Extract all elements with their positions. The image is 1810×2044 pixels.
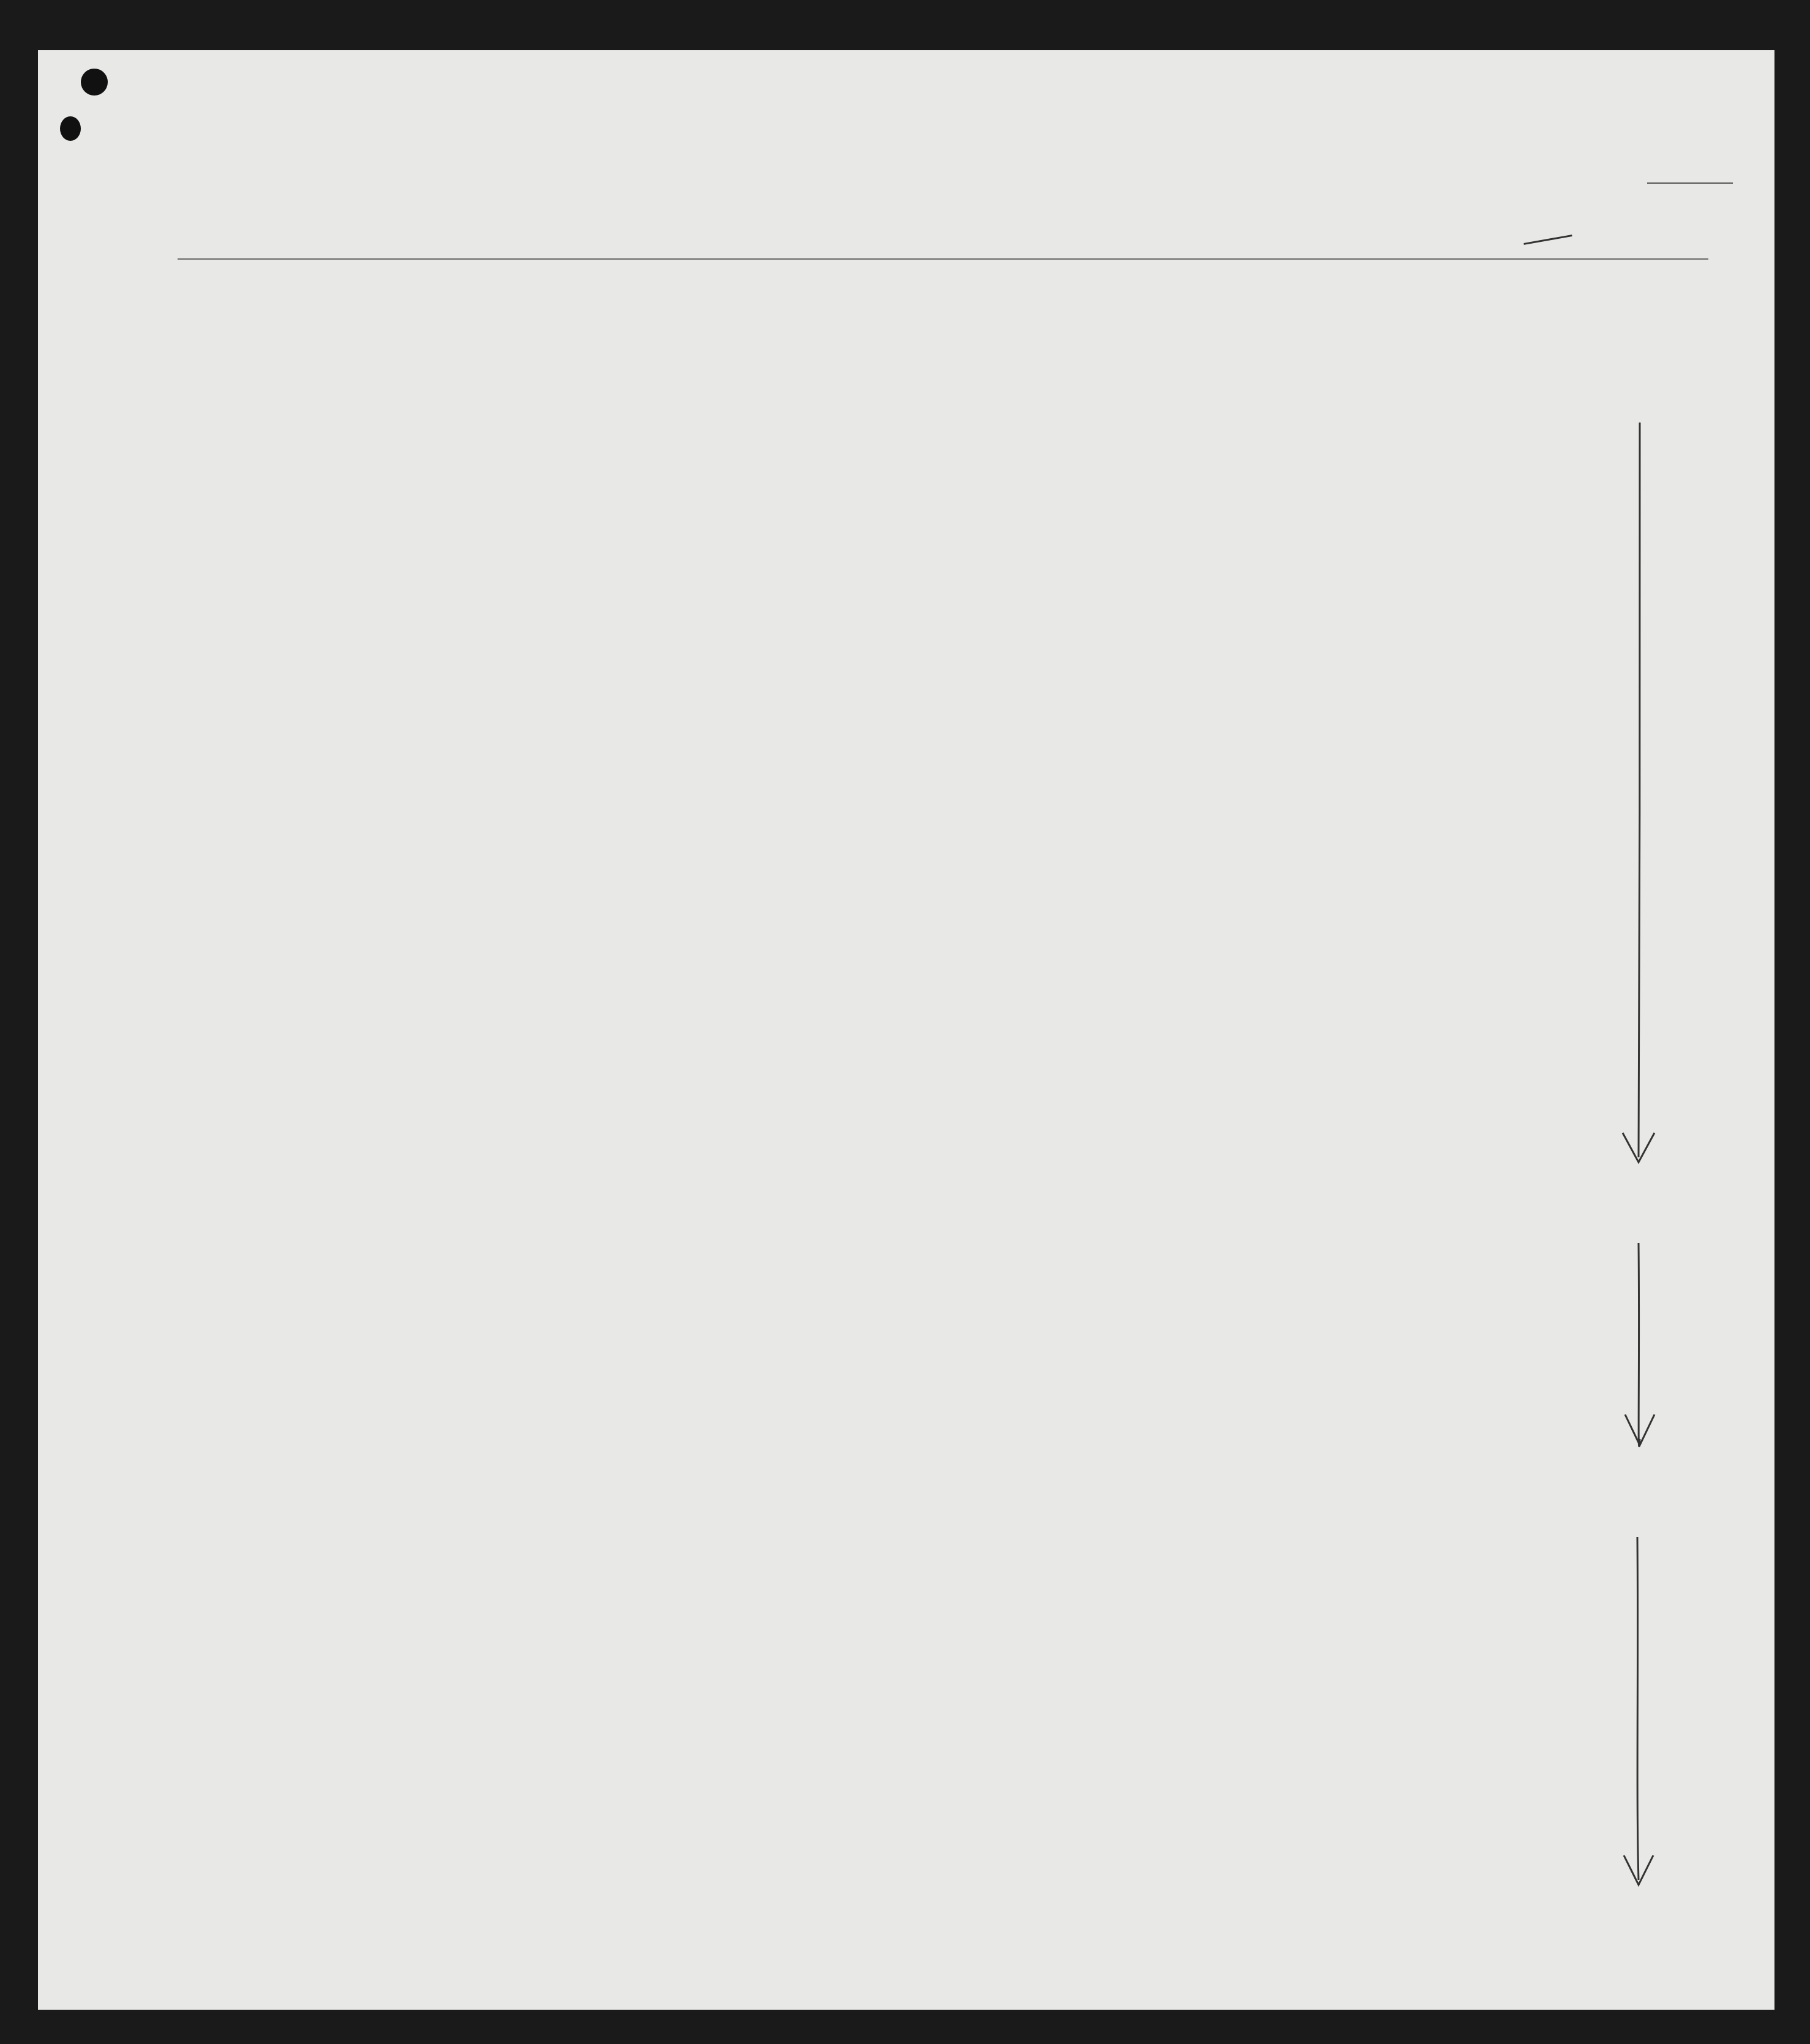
punch-hole bbox=[60, 116, 81, 141]
action-arrows bbox=[1561, 386, 1739, 1911]
voyage-underline bbox=[178, 258, 1708, 260]
manifest-sheet bbox=[38, 50, 1774, 2010]
sheet-line bbox=[1647, 182, 1733, 184]
arrow-down-icon bbox=[1639, 1243, 1640, 1446]
arrow-down-icon bbox=[1639, 423, 1640, 1157]
punch-hole bbox=[81, 69, 108, 96]
arrow-down-icon bbox=[1637, 1537, 1639, 1880]
